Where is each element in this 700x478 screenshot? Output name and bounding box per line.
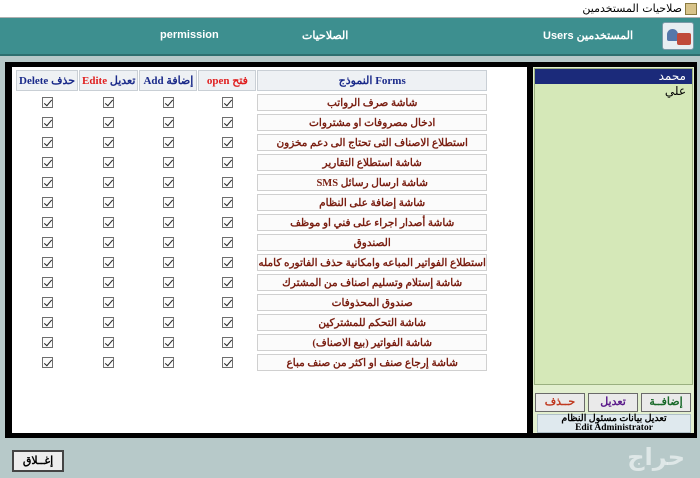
table-row — [16, 254, 487, 271]
cell-edit — [79, 354, 138, 371]
form-name: شاشة أصدار اجراء على فني او موظف — [257, 214, 487, 231]
cell-edit — [79, 334, 138, 351]
edit-checkbox[interactable] — [103, 197, 114, 208]
permission-label: permission — [160, 29, 219, 41]
add-checkbox[interactable] — [163, 257, 174, 268]
open-checkbox[interactable] — [222, 257, 233, 268]
cell-delete — [16, 354, 78, 371]
open-checkbox[interactable] — [222, 317, 233, 328]
table-row — [16, 274, 487, 291]
cell-add — [139, 134, 197, 151]
col-delete-header: Delete حذف — [16, 70, 78, 91]
cell-add — [139, 194, 197, 211]
app-icon — [685, 3, 697, 15]
edit-checkbox[interactable] — [103, 257, 114, 268]
delete-checkbox[interactable] — [42, 217, 53, 228]
cell-delete — [16, 154, 78, 171]
cell-edit — [79, 294, 138, 311]
cell-open — [198, 334, 256, 351]
cell-delete — [16, 134, 78, 151]
table-row — [16, 314, 487, 331]
delete-checkbox[interactable] — [42, 277, 53, 288]
open-checkbox[interactable] — [222, 197, 233, 208]
table-row — [16, 354, 487, 371]
cell-open — [198, 134, 256, 151]
cell-add — [139, 334, 197, 351]
cell-add — [139, 154, 197, 171]
edit-checkbox[interactable] — [103, 117, 114, 128]
cell-edit — [79, 194, 138, 211]
form-name: شاشة إستلام وتسليم اصناف من المشترك — [257, 274, 487, 291]
add-checkbox[interactable] — [163, 157, 174, 168]
col-edit-ar: تعديل — [109, 75, 136, 87]
add-checkbox[interactable] — [163, 137, 174, 148]
form-name: شاشة صرف الرواتب — [257, 94, 487, 111]
add-checkbox[interactable] — [163, 217, 174, 228]
open-checkbox[interactable] — [222, 337, 233, 348]
open-checkbox[interactable] — [222, 157, 233, 168]
table-row — [16, 334, 487, 351]
col-open-header — [198, 70, 256, 91]
users-label: Users المستخدمين — [543, 30, 633, 42]
users-side-panel — [533, 67, 694, 433]
cell-add — [139, 294, 197, 311]
cell-edit — [79, 94, 138, 111]
cell-delete — [16, 234, 78, 251]
cell-open — [198, 354, 256, 371]
cell-edit — [79, 154, 138, 171]
table-row — [16, 154, 487, 171]
bottom-bar — [0, 440, 700, 478]
close-button[interactable]: إغــلاق — [12, 450, 64, 472]
delete-checkbox[interactable] — [42, 137, 53, 148]
table-header-row — [16, 70, 487, 91]
users-logo-icon — [662, 22, 694, 50]
cell-open — [198, 254, 256, 271]
add-checkbox[interactable] — [163, 237, 174, 248]
col-add-ar: إضافة — [166, 75, 194, 87]
table-row — [16, 134, 487, 151]
cell-edit — [79, 314, 138, 331]
cell-delete — [16, 294, 78, 311]
open-checkbox[interactable] — [222, 277, 233, 288]
edit-checkbox[interactable] — [103, 237, 114, 248]
delete-checkbox[interactable] — [42, 157, 53, 168]
cell-open — [198, 94, 256, 111]
form-name: شاشة ارسال رسائل SMS — [257, 174, 487, 191]
edit-checkbox[interactable] — [103, 317, 114, 328]
user-list-item[interactable]: علي — [664, 84, 686, 98]
cell-open — [198, 314, 256, 331]
cell-delete — [16, 214, 78, 231]
edit-checkbox[interactable] — [103, 277, 114, 288]
delete-checkbox[interactable] — [42, 177, 53, 188]
add-checkbox[interactable] — [163, 117, 174, 128]
open-checkbox[interactable] — [222, 297, 233, 308]
col-edit-en: Edite — [82, 75, 108, 87]
cell-delete — [16, 334, 78, 351]
table-row — [16, 94, 487, 111]
form-name: شاشة إضافة على النظام — [257, 194, 487, 211]
col-open-en: open — [206, 75, 230, 87]
watermark-logo: حراج — [627, 443, 685, 471]
edit-checkbox[interactable] — [103, 177, 114, 188]
add-checkbox[interactable] — [163, 97, 174, 108]
delete-checkbox[interactable] — [42, 317, 53, 328]
add-checkbox[interactable] — [163, 297, 174, 308]
cell-open — [198, 274, 256, 291]
delete-checkbox[interactable] — [42, 237, 53, 248]
header-bar — [0, 18, 700, 56]
cell-add — [139, 94, 197, 111]
add-checkbox[interactable] — [163, 177, 174, 188]
permissions-panel — [12, 67, 527, 433]
edit-checkbox[interactable] — [103, 137, 114, 148]
delete-checkbox[interactable] — [42, 117, 53, 128]
cell-edit — [79, 214, 138, 231]
col-edit-header — [79, 70, 138, 91]
edit-admin-ar-label: تعديل بيانات مسئول النظام — [561, 414, 667, 424]
cell-delete — [16, 114, 78, 131]
cell-delete — [16, 94, 78, 111]
cell-delete — [16, 194, 78, 211]
user-list-item[interactable]: محمد — [535, 69, 692, 84]
cell-edit — [79, 274, 138, 291]
permissions-table-body — [16, 94, 487, 371]
window-titlebar — [0, 0, 700, 18]
open-checkbox[interactable] — [222, 177, 233, 188]
delete-checkbox[interactable] — [42, 297, 53, 308]
col-forms-header: النموذج Forms — [257, 70, 487, 91]
cell-delete — [16, 174, 78, 191]
delete-checkbox[interactable] — [42, 257, 53, 268]
edit-checkbox[interactable] — [103, 97, 114, 108]
add-checkbox[interactable] — [163, 277, 174, 288]
delete-checkbox[interactable] — [42, 357, 53, 368]
cell-add — [139, 214, 197, 231]
add-checkbox[interactable] — [163, 337, 174, 348]
cell-add — [139, 114, 197, 131]
add-checkbox[interactable] — [163, 197, 174, 208]
users-list[interactable] — [534, 68, 693, 385]
cell-open — [198, 174, 256, 191]
cell-delete — [16, 254, 78, 271]
edit-admin-en-label: Edit Administrator — [575, 423, 653, 433]
table-row — [16, 214, 487, 231]
window-title: صلاحيات المستخدمين — [582, 2, 682, 15]
cell-open — [198, 294, 256, 311]
open-checkbox[interactable] — [222, 137, 233, 148]
delete-user-button[interactable]: حــذف — [535, 393, 585, 412]
table-row — [16, 194, 487, 211]
open-checkbox[interactable] — [222, 237, 233, 248]
form-name: الصندوق — [257, 234, 487, 251]
cell-edit — [79, 234, 138, 251]
cell-edit — [79, 174, 138, 191]
edit-checkbox[interactable] — [103, 297, 114, 308]
form-name: استطلاع الفواتير المباعه وامكانية حذف الفاتوره كامله — [257, 254, 487, 271]
open-checkbox[interactable] — [222, 357, 233, 368]
delete-checkbox[interactable] — [42, 197, 53, 208]
edit-checkbox[interactable] — [103, 337, 114, 348]
add-checkbox[interactable] — [163, 357, 174, 368]
form-name: شاشة التحكم للمشتركين — [257, 314, 487, 331]
edit-checkbox[interactable] — [103, 217, 114, 228]
edit-checkbox[interactable] — [103, 357, 114, 368]
form-name: شاشة إرجاع صنف او اكثر من صنف مباع — [257, 354, 487, 371]
open-checkbox[interactable] — [222, 117, 233, 128]
cell-delete — [16, 314, 78, 331]
cell-open — [198, 234, 256, 251]
form-name: صندوق المحذوفات — [257, 294, 487, 311]
cell-open — [198, 194, 256, 211]
table-row — [16, 114, 487, 131]
open-checkbox[interactable] — [222, 97, 233, 108]
permissions-table — [15, 67, 488, 374]
edit-administrator-button[interactable] — [537, 414, 691, 433]
cell-delete — [16, 274, 78, 291]
table-row — [16, 294, 487, 311]
cell-add — [139, 234, 197, 251]
form-name: ادخال مصروفات او مشتروات — [257, 114, 487, 131]
cell-edit — [79, 254, 138, 271]
cell-add — [139, 354, 197, 371]
delete-checkbox[interactable] — [42, 337, 53, 348]
form-name: شاشة الفواتير (بيع الاصناف) — [257, 334, 487, 351]
open-checkbox[interactable] — [222, 217, 233, 228]
col-add-header — [139, 70, 197, 91]
cell-add — [139, 174, 197, 191]
edit-user-button[interactable]: تعديل — [588, 393, 638, 412]
col-open-ar: فتح — [232, 75, 248, 87]
cell-open — [198, 154, 256, 171]
cell-edit — [79, 114, 138, 131]
col-add-en: Add — [143, 75, 164, 87]
cell-open — [198, 114, 256, 131]
cell-edit — [79, 134, 138, 151]
add-checkbox[interactable] — [163, 317, 174, 328]
cell-open — [198, 214, 256, 231]
delete-checkbox[interactable] — [42, 97, 53, 108]
cell-add — [139, 254, 197, 271]
table-row — [16, 174, 487, 191]
cell-add — [139, 274, 197, 291]
edit-checkbox[interactable] — [103, 157, 114, 168]
permissions-label: الصلاحيات — [302, 30, 349, 42]
form-name: استطلاع الاصناف التى تحتاج الى دعم مخزون — [257, 134, 487, 151]
cell-add — [139, 314, 197, 331]
table-row — [16, 234, 487, 251]
add-user-button[interactable]: إضافــة — [641, 393, 691, 412]
form-name: شاشة استطلاع التقارير — [257, 154, 487, 171]
